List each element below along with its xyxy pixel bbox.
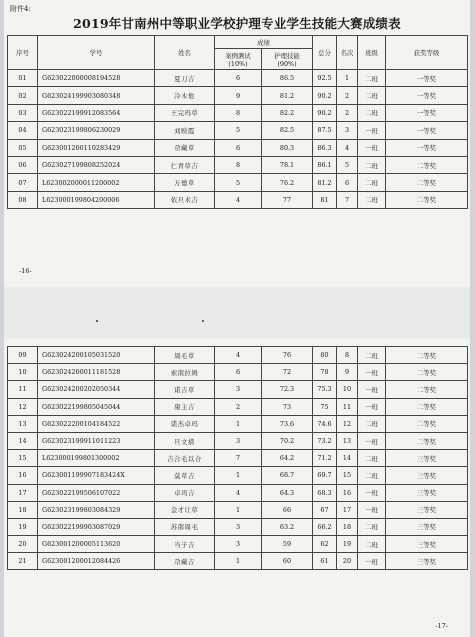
skill-score-cell: 78.1 [262,156,313,173]
rank-cell: 1 [337,70,358,87]
skill-score-cell: 72 [262,364,313,381]
class-cell: 二班 [358,156,386,173]
rank-cell: 11 [337,398,358,415]
name-cell: 尕藏草 [155,139,215,156]
table-row [8,518,468,535]
name-cell: 卓玛吉 [155,484,215,501]
student-id-cell: G623022199912083564 [38,104,155,121]
table-row [8,450,468,467]
rank-cell: 14 [337,450,358,467]
header-seq: 序号 [8,36,38,70]
seq-cell: 10 [8,364,38,381]
student-id-cell: L623000199804200006 [38,191,155,208]
seq-cell: 18 [8,501,38,518]
name-cell: 诺杰卓玛 [155,415,215,432]
class-cell: 一班 [358,432,386,449]
award-cell: 三等奖 [386,450,468,467]
class-cell: 二班 [358,450,386,467]
case-score-cell: 4 [215,484,262,501]
class-cell: 一班 [358,501,386,518]
table-row [8,104,468,121]
table-row [8,156,468,173]
class-cell: 二班 [358,467,386,484]
case-test-label: 案例测试 [225,51,251,60]
student-id-cell: G623023199911011223 [38,432,155,449]
class-cell: 一班 [358,553,386,570]
award-cell: 三等奖 [386,553,468,570]
award-cell: 二等奖 [386,347,468,364]
seq-cell: 02 [8,87,38,104]
skill-score-cell: 82.5 [262,122,313,139]
student-id-cell: G623023199803084329 [38,501,155,518]
case-score-cell: 1 [215,501,262,518]
seq-cell: 20 [8,536,38,553]
award-cell: 一等奖 [386,70,468,87]
award-cell: 二等奖 [386,191,468,208]
rank-cell: 4 [337,139,358,156]
award-cell: 二等奖 [386,174,468,191]
skill-score-cell: 73 [262,398,313,415]
seq-cell: 17 [8,484,38,501]
name-cell: 诺吉草 [155,381,215,398]
rank-cell: 15 [337,467,358,484]
table-row [8,536,468,553]
seq-cell: 05 [8,139,38,156]
total-cell: 61 [313,553,337,570]
rank-cell: 13 [337,432,358,449]
total-cell: 86.3 [313,139,337,156]
total-cell: 69.7 [313,467,337,484]
rank-cell: 5 [337,156,358,173]
name-cell: 周毛草 [155,347,215,364]
header-class: 班级 [358,36,386,70]
case-score-cell: 8 [215,104,262,121]
student-id-cell: G623022199805045044 [38,398,155,415]
total-cell: 81.2 [313,174,337,191]
class-cell: 二班 [358,174,386,191]
case-score-cell: 6 [215,364,262,381]
student-id-cell: G623024199903080348 [38,87,155,104]
seq-cell: 03 [8,104,38,121]
header-case-test [215,49,262,70]
student-id-cell: G623022199903087029 [38,518,155,535]
table-row [8,432,468,449]
skill-score-cell: 77 [262,191,313,208]
skill-score-cell: 73.6 [262,415,313,432]
skill-score-cell: 76.2 [262,174,313,191]
skill-score-cell: 81.2 [262,87,313,104]
score-table-top-body [8,70,468,209]
class-cell: 二班 [358,536,386,553]
name-cell: 仁青草吉 [155,156,215,173]
skill-score-cell: 64.2 [262,450,313,467]
rank-cell: 12 [337,415,358,432]
total-cell: 71.2 [313,450,337,467]
class-cell: 二班 [358,87,386,104]
case-score-cell: 3 [215,432,262,449]
header-award: 获奖等级 [386,36,468,70]
skill-score-cell: 72.3 [262,381,313,398]
total-cell: 87.5 [313,122,337,139]
name-cell: 吉合毛以合 [155,450,215,467]
case-score-cell: 5 [215,122,262,139]
class-cell: 一班 [358,381,386,398]
class-cell: 一班 [358,364,386,381]
skill-score-cell: 86.5 [262,70,313,87]
header-total: 总分 [313,36,337,70]
total-cell: 67 [313,501,337,518]
name-cell: 康主吉 [155,398,215,415]
document-page [4,0,470,637]
rank-cell: 8 [337,347,358,364]
rank-cell: 16 [337,484,358,501]
name-cell: 苏南周毛 [155,518,215,535]
mark-dot [96,320,98,322]
skill-score-cell: 70.2 [262,432,313,449]
seq-cell: 08 [8,191,38,208]
score-table-bottom [7,346,468,570]
award-cell: 二等奖 [386,415,468,432]
student-id-cell: G623024200011181528 [38,364,155,381]
award-cell: 三等奖 [386,536,468,553]
header-name: 姓名 [155,36,215,70]
seq-cell: 01 [8,70,38,87]
case-score-cell: 8 [215,156,262,173]
name-cell: 尕藏吉 [155,553,215,570]
table-row [8,122,468,139]
student-id-cell: G623024200202050344 [38,381,155,398]
total-cell: 92.5 [313,70,337,87]
skill-score-cell: 63.2 [262,518,313,535]
seq-cell: 09 [8,347,38,364]
award-cell: 二等奖 [386,432,468,449]
student-id-cell: G623001200110283429 [38,139,155,156]
rank-cell: 20 [337,553,358,570]
case-score-cell: 5 [215,174,262,191]
award-cell: 二等奖 [386,364,468,381]
header-skill [262,49,313,70]
class-cell: 二班 [358,104,386,121]
student-id-cell: G623001199907183424X [38,467,155,484]
seq-cell: 12 [8,398,38,415]
table-row [8,501,468,518]
rank-cell: 3 [337,122,358,139]
total-cell: 90.2 [313,104,337,121]
seq-cell: 04 [8,122,38,139]
table-row [8,191,468,208]
case-score-cell: 1 [215,467,262,484]
case-score-cell: 2 [215,398,262,415]
class-cell: 二班 [358,347,386,364]
seq-cell: 15 [8,450,38,467]
score-table-top [7,35,468,209]
table-row [8,467,468,484]
award-cell: 三等奖 [386,501,468,518]
student-id-cell: L623000199801300002 [38,450,155,467]
score-table-bottom-body [8,347,468,570]
header-student-id: 学号 [38,36,155,70]
case-test-weight: (10%) [228,59,248,68]
total-cell: 80 [313,347,337,364]
table-row [8,87,468,104]
header-score-group: 成绩 [215,36,313,49]
name-cell: 旦文措 [155,432,215,449]
award-cell: 二等奖 [386,156,468,173]
total-cell: 74.6 [313,415,337,432]
seq-cell: 19 [8,518,38,535]
total-cell: 68.3 [313,484,337,501]
case-score-cell: 9 [215,87,262,104]
class-cell: 二班 [358,415,386,432]
name-cell: 王完玛草 [155,104,215,121]
rank-cell: 2 [337,87,358,104]
table-row [8,398,468,415]
student-id-cell: G623027199808252024 [38,156,155,173]
seq-cell: 07 [8,174,38,191]
table-row [8,364,468,381]
rank-cell: 9 [337,364,358,381]
table-row [8,381,468,398]
class-cell: 一班 [358,122,386,139]
award-cell: 二等奖 [386,381,468,398]
document-title: 2019年甘南州中等职业学校护理专业学生技能大赛成绩表 [73,16,401,31]
award-cell: 三等奖 [386,484,468,501]
seq-cell: 21 [8,553,38,570]
skill-label: 护理技能 [274,51,300,60]
student-id-cell: G623022199506107022 [38,484,155,501]
table-row [8,174,468,191]
mark-dot [202,320,204,322]
skill-score-cell: 76 [262,347,313,364]
rank-cell: 6 [337,174,358,191]
rank-cell: 19 [337,536,358,553]
award-cell: 一等奖 [386,104,468,121]
table-row [8,415,468,432]
class-cell: 二班 [358,518,386,535]
rank-cell: 10 [337,381,358,398]
table-row [8,70,468,87]
name-cell: 冷木他 [155,87,215,104]
total-cell: 73.2 [313,432,337,449]
case-score-cell: 3 [215,536,262,553]
student-id-cell: G623001200012084426 [38,553,155,570]
name-cell: 夏刀吉 [155,70,215,87]
name-cell: 金才让草 [155,501,215,518]
seq-cell: 11 [8,381,38,398]
skill-score-cell: 68.7 [262,467,313,484]
name-cell: 索南拉姆 [155,364,215,381]
total-cell: 86.1 [313,156,337,173]
case-score-cell: 3 [215,381,262,398]
seq-cell: 14 [8,432,38,449]
award-cell: 一等奖 [386,139,468,156]
name-cell: 莫草吉 [155,467,215,484]
case-score-cell: 4 [215,191,262,208]
skill-score-cell: 60 [262,553,313,570]
total-cell: 81 [313,191,337,208]
student-id-cell: G623022000008194528 [38,70,155,87]
class-cell: 一班 [358,398,386,415]
rank-cell: 18 [337,518,358,535]
page-number-top: -16- [19,267,32,275]
seq-cell: 06 [8,156,38,173]
case-score-cell: 1 [215,415,262,432]
award-cell: 二等奖 [386,398,468,415]
class-cell: 二班 [358,70,386,87]
case-score-cell: 1 [215,553,262,570]
skill-score-cell: 59 [262,536,313,553]
page-gap [4,287,470,339]
skill-score-cell: 82.2 [262,104,313,121]
total-cell: 90.2 [313,87,337,104]
page-number-bottom: -17- [435,622,448,630]
name-cell: 刘映霞 [155,122,215,139]
rank-cell: 17 [337,501,358,518]
student-id-cell: G623024200105031520 [38,347,155,364]
class-cell: 一班 [358,139,386,156]
student-id-cell: G623022200104184522 [38,415,155,432]
seq-cell: 13 [8,415,38,432]
total-cell: 75 [313,398,337,415]
table-row [8,139,468,156]
skill-score-cell: 66 [262,501,313,518]
skill-weight: (90%) [277,59,297,68]
student-id-cell: G623023199806230029 [38,122,155,139]
class-cell: 一班 [358,484,386,501]
award-cell: 一等奖 [386,122,468,139]
case-score-cell: 4 [215,347,262,364]
case-score-cell: 7 [215,450,262,467]
total-cell: 62 [313,536,337,553]
class-cell: 二班 [358,191,386,208]
rank-cell: 7 [337,191,358,208]
table-row [8,347,468,364]
case-score-cell: 6 [215,70,262,87]
total-cell: 66.2 [313,518,337,535]
total-cell: 75.3 [313,381,337,398]
header-rank: 名次 [337,36,358,70]
name-cell: 当子吉 [155,536,215,553]
student-id-cell: L623002000011200002 [38,174,155,191]
skill-score-cell: 64.3 [262,484,313,501]
case-score-cell: 6 [215,139,262,156]
skill-score-cell: 80.3 [262,139,313,156]
student-id-cell: G623001200005113620 [38,536,155,553]
annex-label: 附件4: [10,5,31,13]
total-cell: 78 [313,364,337,381]
award-cell: 一等奖 [386,87,468,104]
name-cell: 依旦术吉 [155,191,215,208]
award-cell: 三等奖 [386,467,468,484]
table-row [8,484,468,501]
name-cell: 万德草 [155,174,215,191]
seq-cell: 16 [8,467,38,484]
rank-cell: 2 [337,104,358,121]
table-row [8,553,468,570]
case-score-cell: 3 [215,518,262,535]
award-cell: 三等奖 [386,518,468,535]
